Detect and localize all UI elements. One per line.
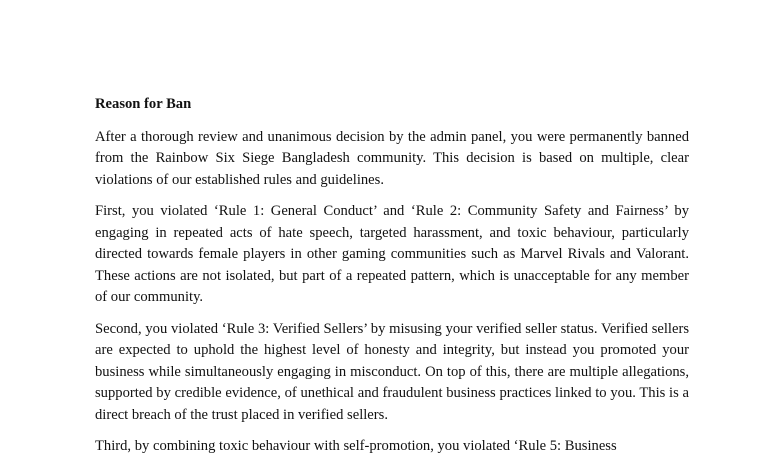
document-body: [95, 94, 689, 468]
paragraph-third-violation: Third, by combining toxic behaviour with self-promotion, you violated ‘Rule 5: Business: [95, 438, 617, 454]
paragraph-second-violation: Second, you violated ‘Rule 3: Verified Sellers’ by misusing your verified seller status. Verified sellers are expected to uphold the highest level of honesty and integrity, but instead you promoted your business while simultaneously engaging in misconduct. On top of this, there are multiple allegations, supported by credible evidence, of unethical and fraudulent business practices linked to you. This is a direct breach of the trust placed in verified sellers.: [95, 320, 689, 423]
paragraph-intro: After a thorough review and unanimous decision by the admin panel, you were permanently banned from the Rainbow Six Siege Bangladesh community. This decision is based on multiple, clear violations of our established rules and guidelines.: [95, 128, 689, 188]
paragraph-first-violation: First, you violated ‘Rule 1: General Conduct’ and ‘Rule 2: Community Safety and Fairness’ by engaging in repeated acts of hate speech, targeted harassment, and toxic behaviour, particularly directed towards female players in other gaming communities such as Marvel Rivals and Valorant. These actions are not isolated, but part of a repeated pattern, which is unacceptable for any member of our community.: [95, 203, 689, 305]
section-heading: Reason for Ban: [95, 96, 192, 112]
